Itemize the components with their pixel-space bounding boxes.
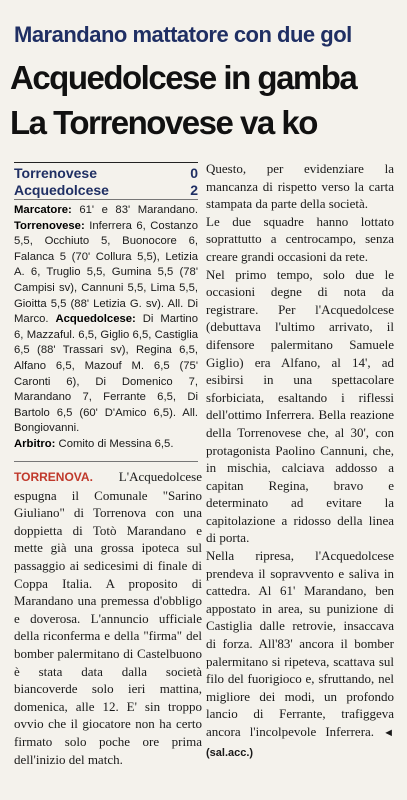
tabellino-text	[14, 203, 198, 437]
body-paragraph: Nel primo tempo, solo due le occasioni degne di nota da registrare. Per l'Acquedolcese (debuttava l'ultimo arrivato, il difensore palermitano Samuele Giglio) era Alfano, al 14', ad esibirsi in una spettacolare sforbiciata, esaltando i riflessi dell'ottimo Inferrera. Bella reazione della Torrenovese che, al 30', con protagonista Paolino Cannuni, che, in mischia, calciava addosso a capitan Regina, bravo e determinato ad evitare la capitolazione a ridosso della linea di porta.	[206, 266, 394, 546]
headline-line-1: Acquedolcese in gamba	[10, 59, 357, 96]
body-paragraph: Le due squadre hanno lottato soprattutto a centrocampo, senza creare grandi occasioni da rete.	[206, 213, 394, 264]
body-paragraph: Questo, per evidenziare la mancanza di rispetto verso la carta stampata da parte della società.	[206, 161, 394, 212]
acquedolcese-lineup: Di Martino 6, Mazzaful. 6,5, Giglio 6,5, Castiglia 6,5 (88' Trassari sv), Regina 6,5, Alfano 6,5, Mazouf M. 6,5 (75' Caronti 6), Di Domenico 7, Marandano 7, Ferrante 6,5, Di Bartolo 6,5 (60' D'Amico 6,5). All. Bongiovanni.	[14, 313, 198, 435]
dateline: TORRENOVA.	[14, 470, 93, 484]
headline-line-2: La Torrenovese va ko	[10, 104, 317, 141]
arbitro-label: Arbitro:	[14, 437, 56, 450]
final-paragraph-text: Nella ripresa, l'Acquedolcese prendeva il sopravvento e saliva in cattedra. Al 61' Marandano, ben appostato in area, su punizione di Castiglia dalle retrovie, insaccava di forza. All'83' ancora il bomber palermitano si ripeteva, scattava sul filo del fuorigioco e, sfruttando, nel migliore dei modi, un profondo lancio di Ferrante, trafiggeva ancora l'incolpevole Inferrera.	[206, 548, 394, 739]
report-box-bottom-rule	[14, 461, 198, 462]
left-column-text: L'Acquedolcese espugna il Comunale "Sarino Giuliano" di Torrenova con una doppietta di Totò Marandano e mette già una grossa ipoteca sul passaggio ai sedicesimi di finale di Coppa Italia. A proposito di Marandano una premessa d'obbligo e doverosa. L'annuncio ufficiale della riconferma e della "firma" del bomber palermitano di Castelbuono è stata data dalla società biancoverde solo ieri mattina, domenica, alle 12. E' sin troppo ovvio che il giocatore non ha certo firmato solo poche ore prima dell'inizio del match.	[14, 469, 202, 767]
arbitro-line	[14, 437, 198, 453]
marcatore-label: Marcatore:	[14, 204, 72, 216]
article-kicker: Marandano mattatore con due gol	[14, 22, 352, 47]
acquedolcese-label: Acquedolcese:	[55, 313, 136, 326]
score-row-away	[14, 182, 198, 199]
away-team-name: Acquedolcese	[14, 182, 109, 198]
marcatore-text: 61' e 83' Marandano.	[71, 204, 198, 216]
body-paragraph	[14, 468, 202, 768]
torrenovese-label: Torrenovese:	[14, 219, 85, 232]
away-team-goals: 2	[190, 182, 198, 198]
arbitro-text: Comito di Messina 6,5.	[55, 437, 174, 450]
home-team-name: Torrenovese	[14, 165, 97, 181]
home-team-goals: 0	[190, 165, 198, 181]
body-paragraph	[206, 547, 394, 762]
torrenovese-lineup: Inferrera 6, Costanzo 5,5, Occhiuto 5, Buonocore 6, Falanca 5 (70' Collura 5,5), Letizia A. 6, Truglio 5,5, Gumina 5,5 (78' Campisi sv), Cannuni 5,5, Lima 5,5, Gioitta 5,5 (88' Letizia G. sv). All. Di Marco.	[14, 219, 198, 326]
article-body-left-column	[14, 468, 202, 768]
match-report-box	[14, 203, 198, 453]
score-row-home	[14, 165, 198, 182]
score-bottom-rule	[14, 199, 198, 200]
score-top-rule	[14, 162, 198, 163]
article-body-right-column	[206, 160, 394, 762]
author-signature: ◄ (sal.acc.)	[206, 727, 395, 759]
